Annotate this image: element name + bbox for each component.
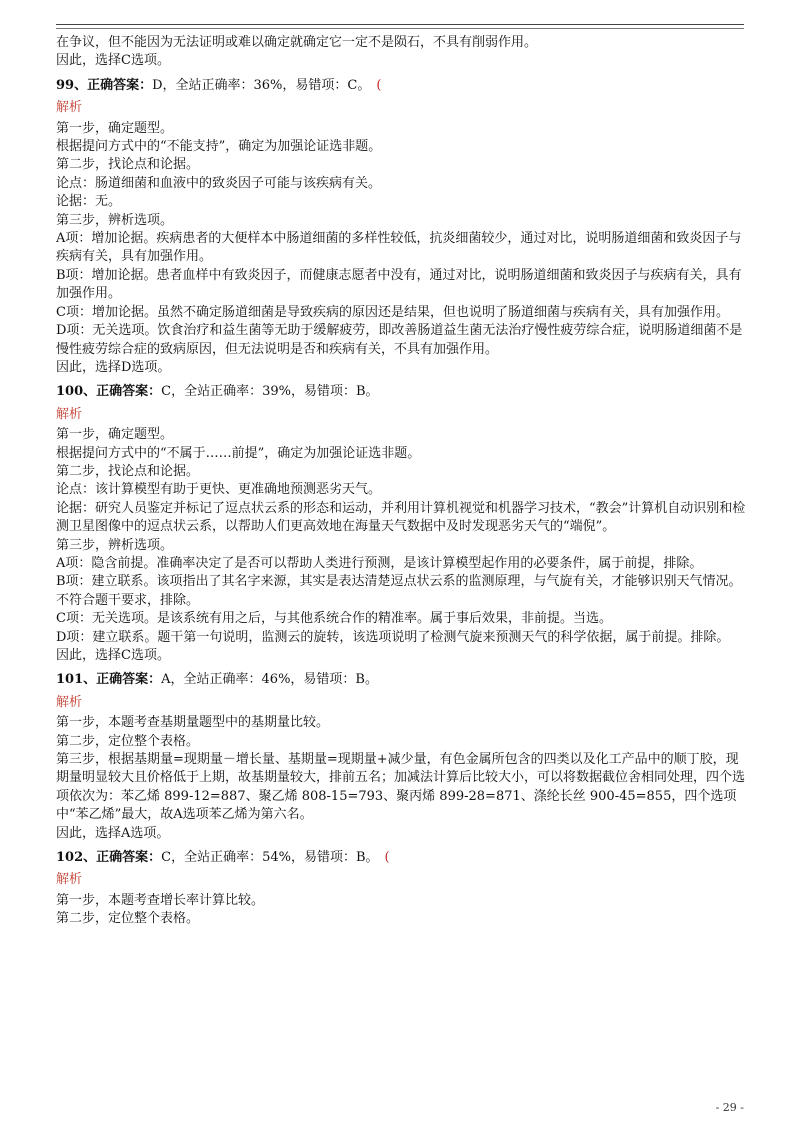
question-block	[56, 671, 746, 843]
answer-label: 99、正确答案：	[56, 77, 153, 93]
analysis-label: 解析	[56, 694, 83, 710]
analysis-line: D项：建立联系。题干第一句说明，监测云的旋转，该选项说明了检测气旋来预测天气的科学依据，属于前提。排除。	[56, 629, 730, 645]
analysis-line: 第二步，定位整个表格。	[56, 733, 200, 749]
analysis-label: 解析	[56, 406, 83, 422]
page-number: - 29 -	[715, 1101, 744, 1114]
analysis-line: B项：建立联系。该项指出了其名字来源，其实是表达清楚逗点状云系的监测原理，与气旋有关，才能够识别天气情况。不符合题干要求，排除。	[56, 574, 742, 608]
analysis-line: 根据提问方式中的“不属于……前提”，确定为加强论证选非题。	[56, 445, 421, 461]
analysis-line: 因此，选择A选项。	[56, 825, 170, 841]
answer-stats: D，全站正确率：36%，易错项：C。	[152, 77, 371, 93]
analysis-line: 第二步，找论点和论据。	[56, 157, 200, 173]
analysis-line: 第二步，找论点和论据。	[56, 463, 200, 479]
bracket-mark: (	[376, 77, 382, 93]
question-block	[56, 849, 746, 929]
analysis-line: 因此，选择C选项。	[56, 648, 170, 663]
question-header	[56, 671, 746, 689]
analysis-line: A项：增加论据。疾病患者的大便样本中肠道细菌的多样性较低，抗炎细菌较少，通过对比，说明肠道细菌和致炎因子与疾病有关，具有加强作用。	[56, 231, 742, 265]
intro-line: 在争议，但不能因为无法证明或难以确定就确定它一定不是陨石，不具有削弱作用。	[56, 35, 538, 50]
analysis-label: 解析	[56, 100, 83, 116]
header-rule-thin	[56, 28, 744, 29]
analysis-line: 论点：肠道细菌和血液中的致炎因子可能与该疾病有关。	[56, 175, 382, 191]
analysis-line: 第一步，本题考查基期量题型中的基期量比较。	[56, 715, 330, 731]
analysis-line: 第三步，根据基期量=现期量－增长量、基期量=现期量+减少量，有色金属所包含的四类以及化工产品中的顺丁胶，现期量明显较大且价格低于上期，故基期量较大，排前五名；加减法计算后比较大小，可以将数据截位舍相同处理，四个选项依次为：苯乙烯 899-12=887、聚乙烯 808-15=793、聚丙烯 899-28=871、涤纶长丝 900-45=855，四个选项中“苯乙烯”最大，故A选项苯乙烯为第六名。	[56, 752, 746, 823]
analysis-line: 第三步，辨析选项。	[56, 212, 174, 228]
analysis-line: C项：增加论据。虽然不确定肠道细菌是导致疾病的原因还是结果，但也说明了肠道细菌与疾病有关，具有加强作用。	[56, 304, 729, 320]
analysis-line: 论据：研究人员鉴定并标记了逗点状云系的形态和运动，并利用计算机视觉和机器学习技术，“教会”计算机自动识别和检测卫星图像中的逗点状云系，以帮助人们更高效地在海量天气数据中及时发现恶劣天气的“端倪”。	[56, 500, 746, 535]
analysis-line: 第一步，确定题型。	[56, 427, 174, 443]
analysis-line: 第三步，辨析选项。	[56, 537, 174, 553]
bracket-mark: (	[384, 850, 390, 866]
analysis-line: A项：隐含前提。准确率决定了是否可以帮助人类进行预测，是该计算模型起作用的必要条件，属于前提，排除。	[56, 555, 703, 571]
analysis-line: 根据提问方式中的“不能支持”，确定为加强论证选非题。	[56, 139, 382, 155]
header-rule	[56, 24, 744, 25]
answer-stats: A，全站正确率：46%，易错项：B。	[161, 672, 378, 688]
question-block	[56, 383, 746, 665]
question-header	[56, 849, 746, 867]
analysis-line: 第二步，定位整个表格。	[56, 911, 200, 927]
analysis-line: C项：无关选项。是该系统有用之后，与其他系统合作的精准率。属于事后效果，非前提。当选。	[56, 611, 612, 627]
analysis-line: 因此，选择D选项。	[56, 359, 171, 375]
answer-stats: C，全站正确率：54%，易错项：B。	[161, 850, 379, 866]
analysis-label: 解析	[56, 872, 83, 888]
analysis-line: 第一步，本题考查增长率计算比较。	[56, 892, 265, 908]
question-header	[56, 383, 746, 401]
question-block	[56, 77, 746, 378]
question-header	[56, 77, 746, 95]
analysis-line: D项：无关选项。饮食治疗和益生菌等无助于缓解疲劳，即改善肠道益生菌无法治疗慢性疲劳综合症，说明肠道细菌不是慢性疲劳综合症的致病原因，但无法说明是否和疾病有关，不具有加强作用。	[56, 323, 743, 357]
answer-label: 100、正确答案：	[56, 384, 162, 400]
questions-list	[56, 77, 746, 929]
intro-line: 因此，选择C选项。	[56, 53, 170, 69]
answer-stats: C，全站正确率：39%，易错项：B。	[161, 384, 379, 400]
analysis-line: 论据：无。	[56, 194, 122, 210]
answer-label: 101、正确答案：	[56, 672, 162, 688]
analysis-line: B项：增加论据。患者血样中有致炎因子，而健康志愿者中没有，通过对比，说明肠道细菌和致炎因子与疾病有关，具有加强作用。	[56, 267, 742, 302]
document-body	[56, 34, 746, 929]
answer-label: 102、正确答案：	[56, 850, 162, 866]
analysis-line: 第一步，确定题型。	[56, 120, 174, 136]
intro-block	[56, 34, 746, 71]
analysis-line: 论点：该计算模型有助于更快、更准确地预测恶劣天气。	[56, 482, 382, 498]
